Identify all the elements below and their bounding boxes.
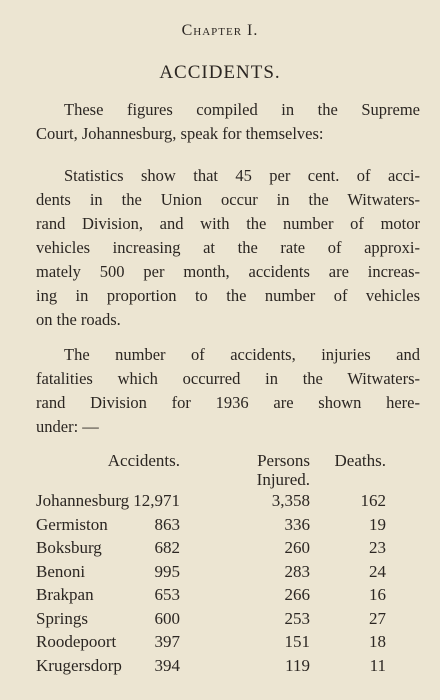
paragraph-line: fatalities which occurred in the Witwaters- — [36, 369, 420, 388]
table-cell-injured: 119 — [285, 656, 310, 675]
chapter-heading: Chapter I. — [181, 22, 259, 39]
table-cell-deaths: 23 — [369, 538, 386, 557]
table-cell-place: Krugersdorp — [36, 656, 122, 675]
paragraph-line: Statistics show that 45 per cent. of acci- — [64, 166, 420, 185]
page-title: ACCIDENTS. — [159, 62, 281, 83]
table-cell-deaths: 16 — [369, 585, 386, 604]
table-cell-deaths: 27 — [369, 609, 386, 628]
paragraph-line: on the roads. — [36, 310, 121, 329]
table-cell-accidents: 12,971 — [133, 491, 180, 510]
table-cell-accidents: 653 — [154, 585, 180, 604]
paragraph-line: under: — — [36, 417, 99, 436]
paragraph-line: The number of accidents, injuries and — [64, 345, 420, 364]
table-cell-place: Springs — [36, 609, 88, 628]
table-cell-deaths: 162 — [360, 491, 386, 510]
table-cell-accidents: 682 — [154, 538, 180, 557]
header-injured: Injured. — [256, 470, 310, 489]
table-cell-injured: 253 — [284, 609, 310, 628]
table-cell-injured: 3,358 — [271, 491, 310, 510]
table-cell-place: Roodepoort — [36, 632, 117, 651]
table-cell-injured: 283 — [284, 562, 310, 581]
table-cell-place: Boksburg — [36, 538, 102, 557]
paragraph-line: ing in proportion to the number of vehicles — [36, 286, 420, 305]
header-accidents: Accidents. — [107, 451, 180, 470]
table-cell-accidents: 397 — [154, 632, 180, 651]
table-cell-accidents: 394 — [154, 656, 180, 675]
paragraph-line: Court, Johannesburg, speak for themselves: — [36, 124, 324, 143]
table-cell-injured: 151 — [284, 632, 310, 651]
table-cell-deaths: 19 — [369, 515, 386, 534]
table-cell-accidents: 600 — [154, 609, 180, 628]
paragraph-line: These figures compiled in the Supreme — [64, 100, 420, 119]
table-cell-deaths: 24 — [369, 562, 386, 581]
table-cell-deaths: 18 — [369, 632, 386, 651]
paragraph-line: vehicles increasing at the rate of approxi- — [36, 238, 420, 257]
table-cell-place: Johannesburg — [36, 491, 130, 510]
header-persons: Persons — [257, 451, 310, 470]
paragraph-line: dents in the Union occur in the Witwaters- — [36, 190, 420, 209]
paragraph-line: rand Division, and with the number of motor — [36, 214, 420, 233]
table-cell-place: Germiston — [36, 515, 108, 534]
table-cell-injured: 336 — [284, 515, 310, 534]
table-cell-deaths: 11 — [369, 656, 386, 675]
paragraph-line: mately 500 per month, accidents are increas- — [36, 262, 420, 281]
header-deaths: Deaths. — [334, 451, 386, 470]
table-cell-injured: 260 — [284, 538, 310, 557]
table-cell-injured: 266 — [284, 585, 310, 604]
table-cell-place: Benoni — [36, 562, 86, 581]
table-cell-place: Brakpan — [36, 585, 94, 604]
paragraph-line: rand Division for 1936 are shown here- — [36, 393, 420, 412]
table-cell-accidents: 995 — [154, 562, 180, 581]
table-cell-accidents: 863 — [154, 515, 180, 534]
